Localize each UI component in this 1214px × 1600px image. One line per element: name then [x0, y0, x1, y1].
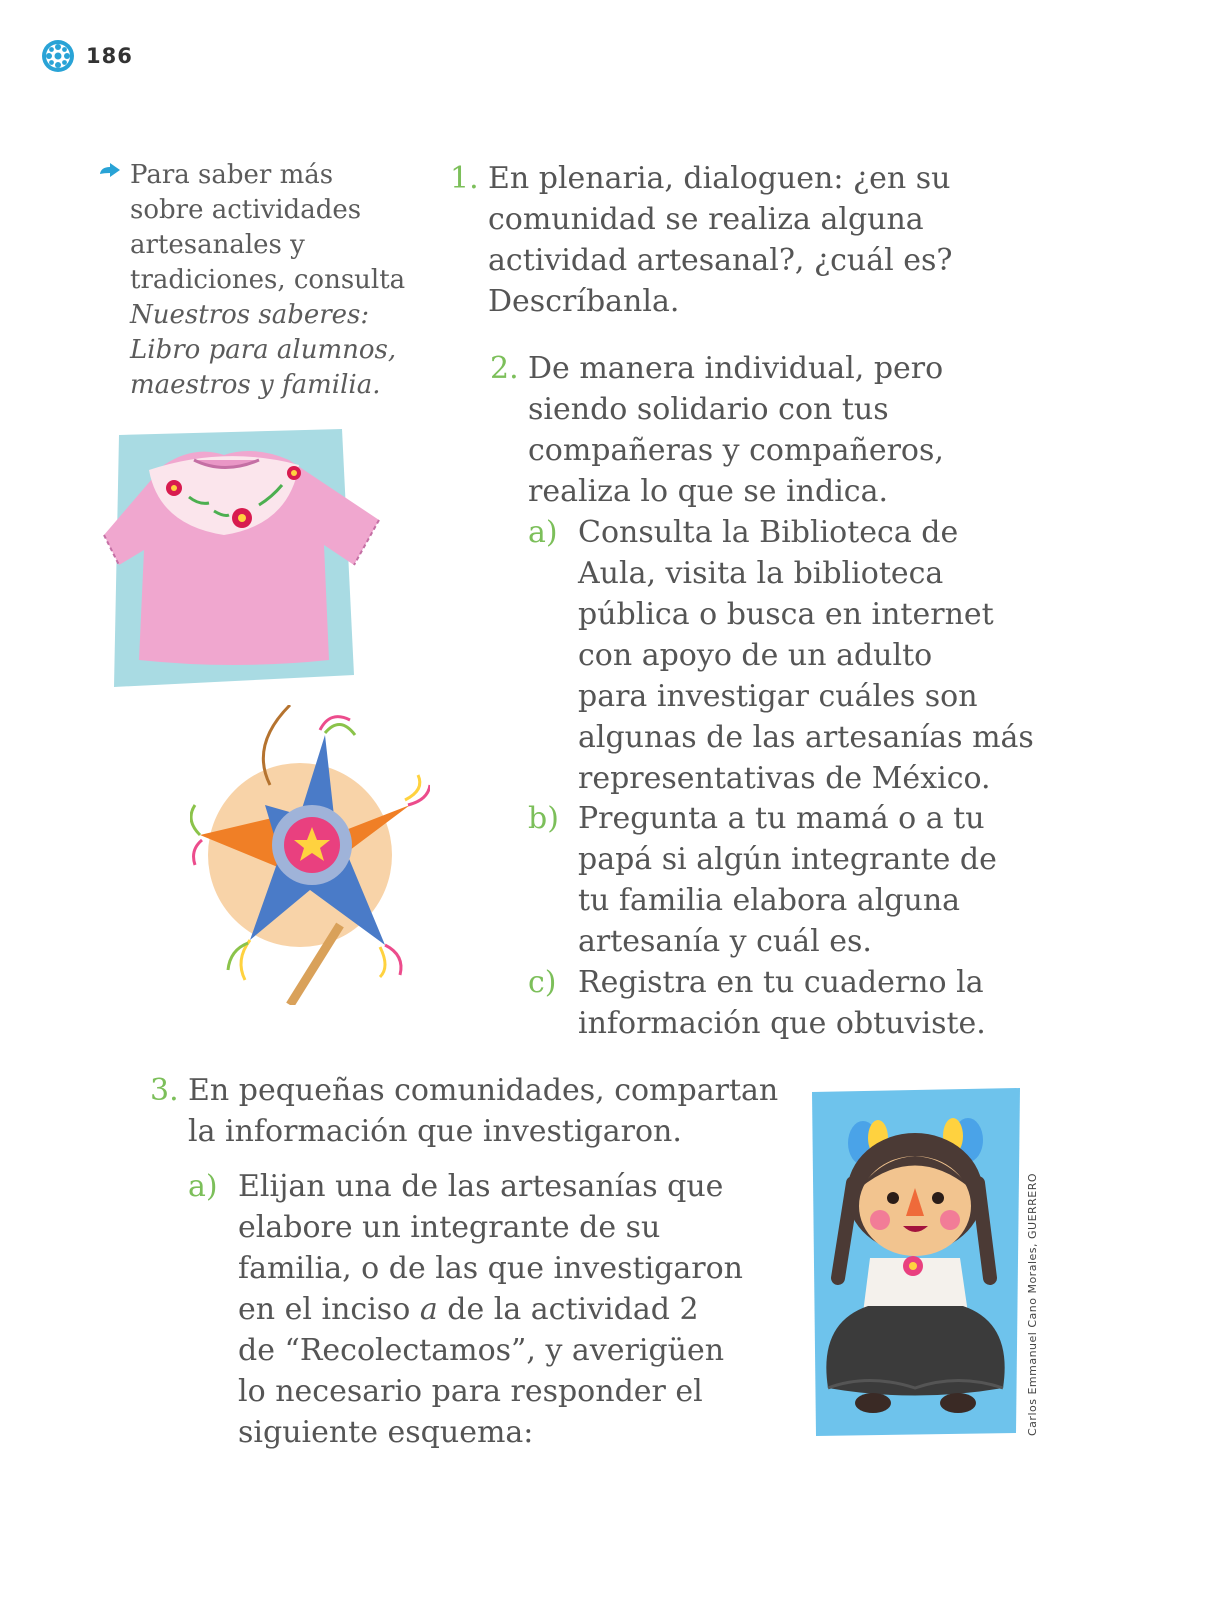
embroidered-blouse-illustration [84, 425, 384, 690]
activity-text-line: comunidad se realiza alguna [488, 202, 924, 237]
subitem-text-line: información que obtuviste. [578, 1006, 986, 1041]
activity-3a [188, 1166, 748, 1453]
subitem-text-line: de “Recolectamos”, y averigüen [238, 1333, 725, 1368]
sidenote-line: artesanales y [130, 230, 305, 260]
text-segment: en el inciso [238, 1292, 420, 1327]
subitem-text-line: con apoyo de un adulto [578, 638, 933, 673]
sidenote-line: sobre actividades [130, 195, 362, 225]
activity-2 [490, 348, 1050, 512]
activity-2c [528, 962, 1008, 1044]
subitem-text-line: para investigar cuáles son [578, 679, 978, 714]
activity-number: 3. [150, 1073, 179, 1108]
book-title-line: Libro para alumnos, [130, 335, 397, 365]
book-title-line: maestros y familia. [130, 370, 381, 400]
star-pinata-illustration [190, 705, 430, 1005]
activity-text-line: compañeras y compañeros, [528, 433, 944, 468]
activity-text-line: En pequeñas comunidades, compartan [188, 1073, 779, 1108]
subitem-text-line: Elijan una de las artesanías que [238, 1169, 724, 1204]
subitem-text-line [238, 1289, 748, 1330]
maria-doll-illustration [808, 1088, 1023, 1438]
subitem-text-line: papá si algún integrante de [578, 842, 997, 877]
subitem-text-line: representativas de México. [578, 761, 991, 796]
activity-2b [528, 798, 1008, 962]
flower-emblem-icon [40, 38, 76, 74]
subitem-text-line: Pregunta a tu mamá o a tu [578, 801, 985, 836]
page-header [40, 38, 133, 74]
activity-text-line: actividad artesanal?, ¿cuál es? [488, 243, 953, 278]
activity-number: 2. [490, 351, 519, 386]
subitem-text-line: algunas de las artesanías más [578, 720, 1034, 755]
sidenote-line: tradiciones, consulta [130, 265, 406, 295]
subitem-text-line: elabore un integrante de su [238, 1210, 661, 1245]
text-segment: de la actividad 2 [437, 1292, 699, 1327]
sidenote-line: Para saber más [130, 160, 334, 190]
activity-text-line: De manera individual, pero [528, 351, 944, 386]
italic-letter: a [419, 1292, 438, 1327]
activity-text-line: En plenaria, dialoguen: ¿en su [488, 161, 951, 196]
sidenote [98, 158, 418, 403]
activity-text-line: la información que investigaron. [188, 1114, 682, 1149]
subitem-text-line: siguiente esquema: [238, 1415, 534, 1450]
subitem-text-line: Consulta la Biblioteca de [578, 515, 959, 550]
subitem-label: a) [188, 1169, 218, 1204]
activity-2a [528, 512, 1048, 799]
subitem-text-line: Registra en tu cuaderno la [578, 965, 984, 1000]
subitem-text-line: tu familia elabora alguna [578, 883, 961, 918]
subitem-text-line: artesanía y cuál es. [578, 924, 872, 959]
subitem-label: c) [528, 965, 557, 1000]
subitem-text-line: pública o busca en internet [578, 597, 994, 632]
activity-text-line: Descríbanla. [488, 284, 680, 319]
arrow-right-icon [98, 161, 122, 181]
subitem-text-line: lo necesario para responder el [238, 1374, 703, 1409]
illustrator-credit: Carlos Emmanuel Cano Morales, GUERRERO [1026, 1172, 1039, 1436]
activity-3 [150, 1070, 790, 1152]
subitem-text-line: familia, o de las que investigaron [238, 1251, 743, 1286]
subitem-label: b) [528, 801, 559, 836]
activity-1 [450, 158, 970, 322]
book-title-line: Nuestros saberes: [130, 300, 370, 330]
activity-text-line: siendo solidario con tus [528, 392, 889, 427]
activity-number: 1. [450, 161, 479, 196]
page-number: 186 [86, 44, 133, 68]
subitem-text-line: Aula, visita la biblioteca [578, 556, 944, 591]
subitem-label: a) [528, 515, 558, 550]
activity-text-line: realiza lo que se indica. [528, 474, 889, 509]
